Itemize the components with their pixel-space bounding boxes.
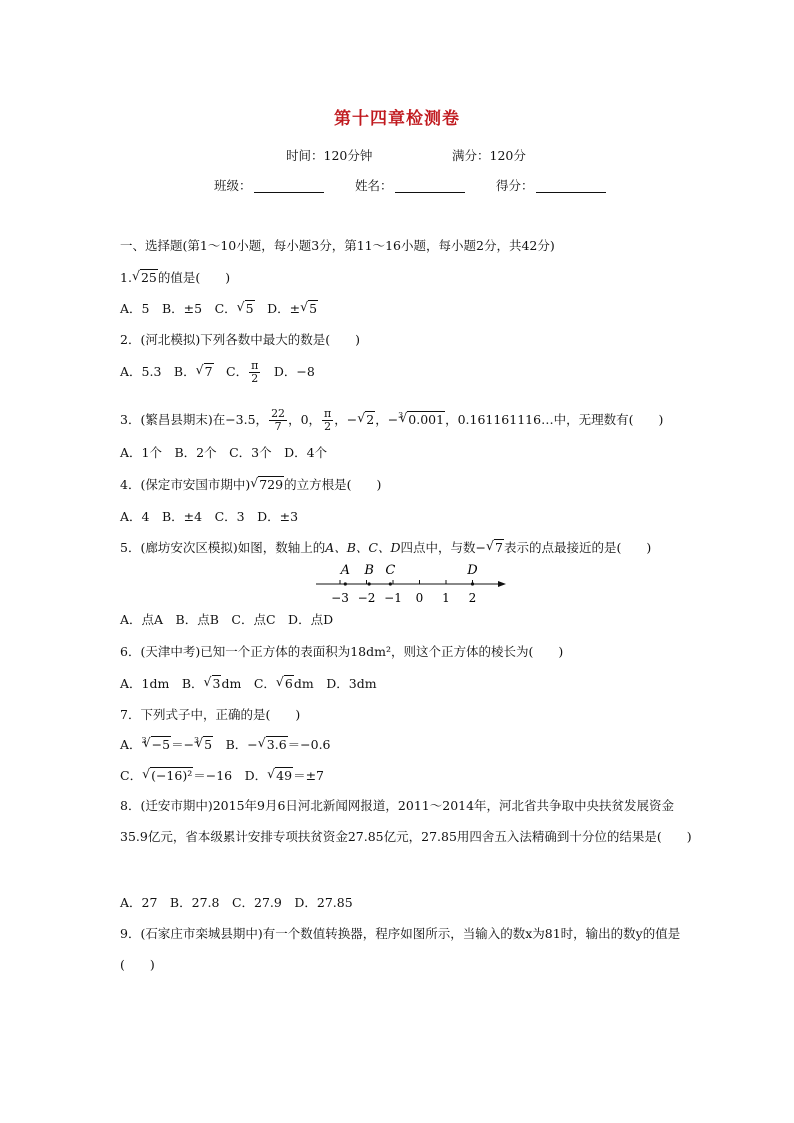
q5-p2: 四点中，与数− (400, 540, 487, 555)
q7-b-eq: ＝−0.6 (287, 737, 331, 752)
axis-tick-label: −2 (357, 591, 376, 605)
q7-a-cbrt (143, 737, 171, 753)
q3-p4: ，− (375, 412, 399, 427)
q1-stem: 的值是( ) (157, 270, 231, 285)
q3-idx: 3 (398, 411, 404, 420)
number-line-figure (310, 560, 510, 608)
q5-rad: 7 (495, 540, 503, 555)
name-label: 姓名： (355, 178, 393, 193)
question-1 (120, 270, 230, 286)
q1-options (120, 301, 318, 317)
q3-frac-22-7 (269, 408, 287, 433)
q7-a-rad: −5 (151, 737, 171, 752)
q3-r1: 2 (366, 412, 375, 427)
q4-options: A．4 B．±4 C．3 D．±3 (120, 509, 299, 524)
sqrt-25 (132, 270, 158, 286)
axis-point (471, 582, 474, 585)
q1-d-sqrt (300, 301, 318, 317)
axis-point-label: B (364, 563, 374, 578)
section-heading: 一、选择题(第1～10小题，每小题3分，第11～16小题，每小题2分，共42分) (120, 238, 555, 253)
axis-point (368, 582, 371, 585)
axis-point (389, 582, 392, 585)
q3-p3: ，− (334, 412, 358, 427)
q7-d-rad: 49 (276, 768, 293, 783)
axis-point (344, 582, 347, 585)
q3-f2-num: π (324, 407, 332, 420)
q5-sqrt (486, 540, 504, 556)
q6-opt-c: dm C． (221, 676, 276, 691)
page-title: 第十四章检测卷 (334, 109, 460, 129)
axis-point-label: D (467, 563, 478, 578)
q7-c-eq: ＝−16 (193, 768, 233, 783)
q7-b: B．− (213, 737, 258, 752)
q2-b-sqrt (196, 364, 214, 380)
class-label: 班级： (214, 178, 252, 193)
q5-points: A、B、C、D (325, 540, 401, 555)
q1-c-sqrt (237, 301, 255, 317)
q7-c-rad: (−16)² (151, 768, 193, 783)
q2-c-den: 2 (251, 372, 259, 385)
q4-rad: 729 (259, 477, 284, 492)
q5-options: A．点A B．点B C．点C D．点D (120, 612, 334, 627)
name-blank[interactable] (395, 178, 465, 193)
q3-cbrt (399, 412, 445, 428)
axis-tick-label: 0 (415, 591, 424, 605)
q7-d-sqrt (267, 768, 293, 784)
q6-options (120, 676, 377, 692)
q5-p3: 表示的点最接近的是( ) (503, 540, 652, 555)
question-9: 9．(石家庄市栾城县期中)有一个数值转换器，程序如图所示，当输入的数x为81时，输出的数y的值是( ) (120, 926, 681, 972)
q7-b-sqrt (258, 737, 288, 753)
q7-c: C． (120, 768, 143, 783)
question-3 (120, 408, 663, 433)
q3-f2-den: 2 (324, 420, 332, 433)
q1-d-rad: 5 (309, 301, 318, 316)
q2-opt-ab: A．5.3 B． (120, 364, 196, 379)
q8-options: A．27 B．27.8 C．27.9 D．27.85 (120, 895, 353, 910)
axis-point-label: A (340, 563, 350, 578)
q5-p1: 5．(廊坊安次区模拟)如图，数轴上的 (120, 540, 326, 555)
q4-sqrt (250, 477, 284, 493)
q2-c-num: π (251, 359, 259, 372)
question-7: 7．下列式子中，正确的是( ) (120, 707, 301, 722)
q3-p5: ，0.161161116…中，无理数有( ) (445, 412, 664, 427)
q7-a: A． (120, 737, 142, 752)
score-blank[interactable] (536, 178, 606, 193)
question-2: 2．(河北模拟)下列各数中最大的数是( ) (120, 332, 360, 347)
q2-b-rad: 7 (204, 364, 213, 379)
axis-tick-label: 2 (468, 591, 477, 605)
axis-tick-label: −3 (331, 591, 349, 605)
q4-p1: 4．(保定市安国市期中) (120, 477, 251, 492)
q6-c-sqrt (276, 676, 294, 692)
q1-num: 1. (120, 270, 132, 285)
q2-options (120, 360, 315, 385)
q1-rad: 25 (140, 270, 157, 285)
q2-opt-c: C． (213, 364, 249, 379)
question-5 (120, 540, 651, 556)
q7-d: D． (232, 768, 268, 783)
q2-c-frac (249, 360, 260, 385)
q7-d-eq: ＝±7 (293, 768, 324, 783)
q3-frac-pi-2 (322, 408, 333, 433)
q6-opt-d: dm D．3dm (293, 676, 377, 691)
exam-full-score: 满分：120分 (452, 148, 526, 163)
q7-c-sqrt (142, 768, 193, 784)
q7-a-cbrt2 (195, 737, 213, 753)
q1-c-rad: 5 (245, 301, 254, 316)
q6-b-sqrt (204, 676, 222, 692)
q3-p2: ，0， (288, 412, 322, 427)
q3-f1-den: 7 (274, 420, 282, 433)
q7-b-rad: 3.6 (266, 737, 287, 752)
exam-time: 时间：120分钟 (286, 148, 373, 163)
axis-point-label: C (385, 563, 396, 578)
class-field (214, 176, 324, 194)
q1-opt-ab: A．5 B．±5 C． (120, 301, 237, 316)
q4-p2: 的立方根是( ) (284, 477, 382, 492)
score-label: 得分： (496, 178, 534, 193)
question-8: 8．(迁安市期中)2015年9月6日河北新闻网报道，2011～2014年，河北省共争取中央扶贫发展资金35.9亿元，省本级累计安排专项扶贫资金27.85亿元，27.85用四舍五入法精确到十分位的结果是( ) (120, 798, 692, 844)
name-field (355, 176, 465, 194)
question-4 (120, 477, 381, 493)
q3-p1: 3．(繁昌县期末)在−3.5， (120, 412, 269, 427)
q6-opt-ab: A．1dm B． (120, 676, 204, 691)
q3-options: A．1个 B．2个 C．3个 D．4个 (120, 445, 328, 460)
question-6: 6．(天津中考)已知一个正方体的表面积为18dm²，则这个正方体的棱长为( ) (120, 644, 564, 659)
score-field (496, 176, 606, 194)
q7-options-cd (120, 768, 324, 784)
q1-opt-d: D．± (254, 301, 301, 316)
arrow-icon (498, 581, 506, 587)
q7-a-rad2: 5 (204, 737, 213, 752)
q3-r2: 0.001 (408, 412, 445, 427)
class-blank[interactable] (254, 178, 324, 193)
q3-sqrt-2 (357, 412, 375, 428)
q2-opt-d: D．−8 (261, 364, 315, 379)
q6-c-rad: 6 (284, 676, 293, 691)
axis-tick-label: 1 (442, 591, 450, 605)
q6-b-rad: 3 (212, 676, 221, 691)
axis-tick-label: −1 (384, 591, 402, 605)
q7-options-ab: A．$^3$√ −5＝−$^3$√ 5 B．−√ 3.6＝−0.6 (120, 737, 331, 755)
q3-f1-num: 22 (271, 407, 286, 420)
q7-a-eq: ＝− (171, 737, 195, 752)
